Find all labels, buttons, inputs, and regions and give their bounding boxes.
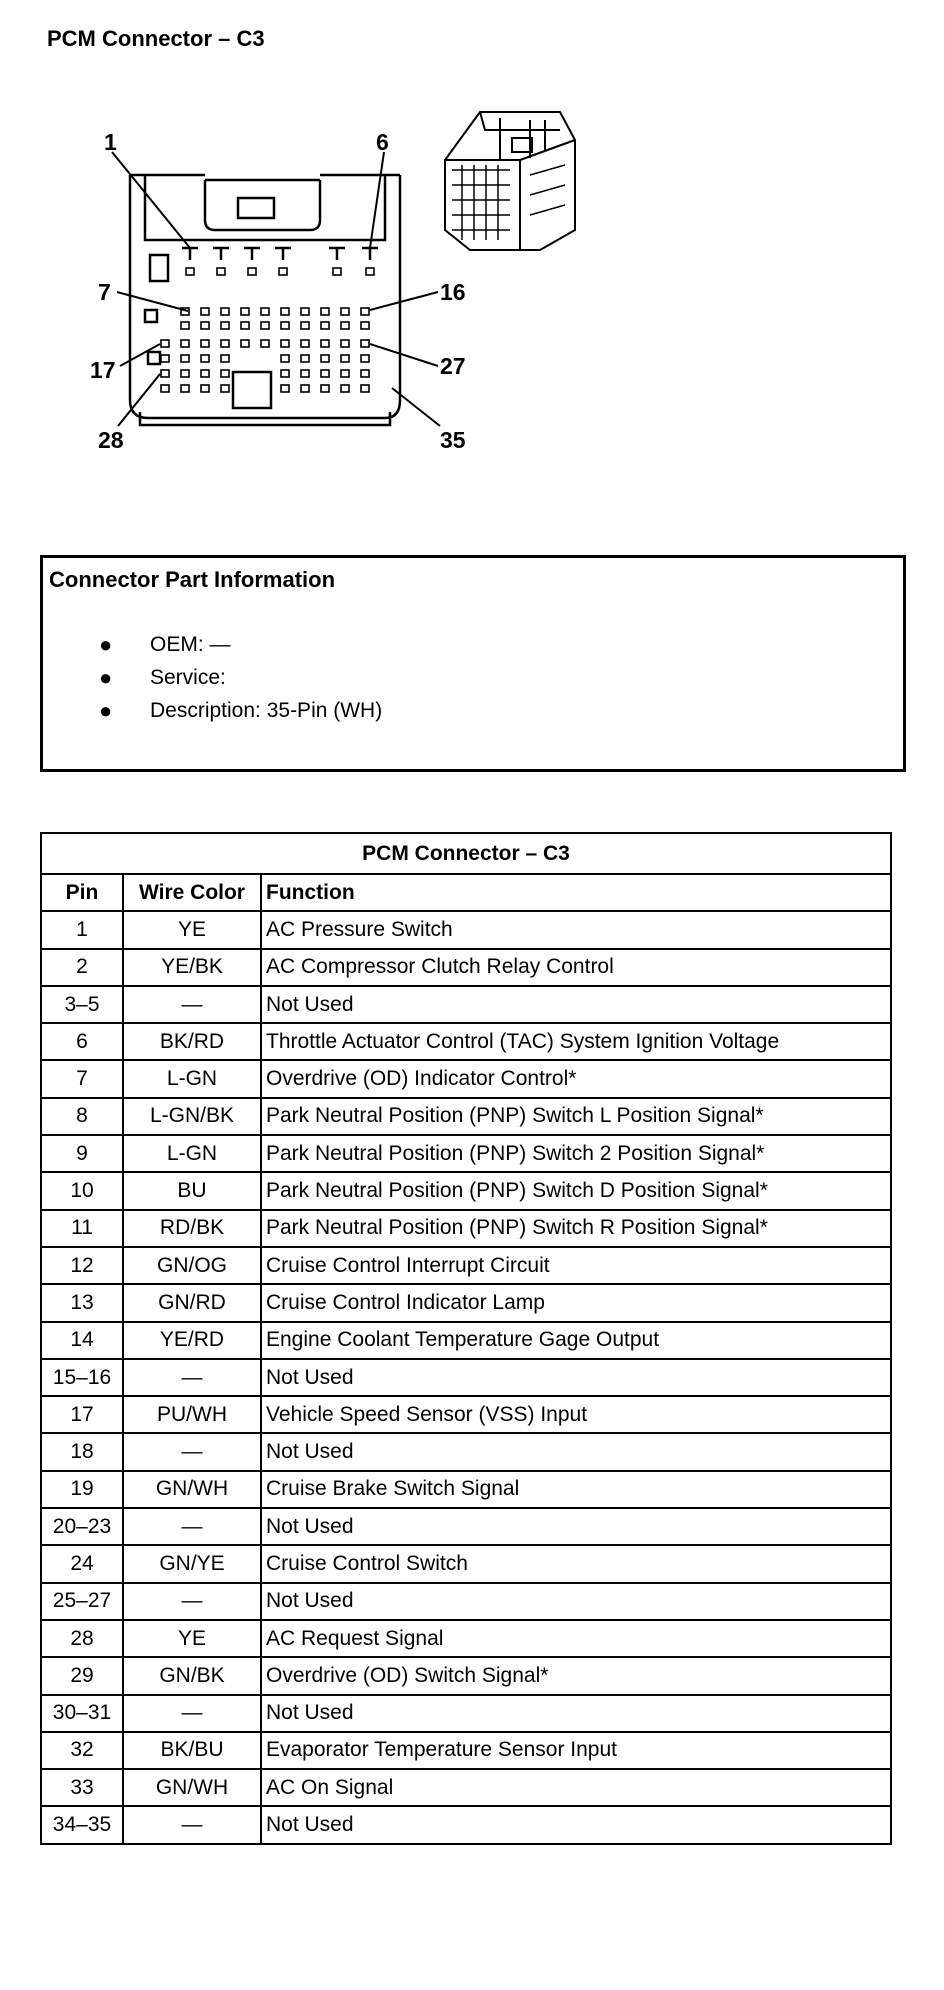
wire-color-cell: YE [123,1620,261,1657]
pin-cell: 20–23 [41,1508,123,1545]
wire-color-cell: YE/RD [123,1322,261,1359]
part-info-oem: OEM: — [150,633,231,656]
wire-color-cell: — [123,1508,261,1545]
table-row [41,1060,891,1097]
pin-cell: 2 [41,949,123,986]
pin-cavity [333,268,341,275]
pin-cavity [341,308,349,315]
pin-cavity [181,385,189,392]
table-row [41,986,891,1023]
wire-color-cell: GN/YE [123,1545,261,1582]
part-info-list [43,628,382,727]
header-function: Function [261,874,891,911]
table-row [41,911,891,948]
pin-cavity [261,322,269,329]
pin-cavity [221,308,229,315]
pin-cell: 10 [41,1172,123,1209]
function-cell: Park Neutral Position (PNP) Switch R Position Signal* [261,1210,891,1247]
pin-cell: 17 [41,1396,123,1433]
pin-cavity [361,355,369,362]
pin-cavity [161,385,169,392]
pin-cavity [217,268,225,275]
pin-cavity [248,268,256,275]
pin-cavity [361,385,369,392]
callout-35: 35 [440,427,466,453]
pin-cavities [161,248,378,392]
function-cell: Vehicle Speed Sensor (VSS) Input [261,1396,891,1433]
pin-cell: 29 [41,1657,123,1694]
table-row [41,1769,891,1806]
pin-cavity [201,355,209,362]
callout-27: 27 [440,353,466,379]
pin-table [40,832,892,1845]
pin-cavity [201,385,209,392]
pin-terminal [329,248,345,260]
wire-color-cell: GN/WH [123,1471,261,1508]
table-row [41,1471,891,1508]
function-cell: Not Used [261,1433,891,1470]
callout-1: 1 [104,129,117,155]
function-cell: Not Used [261,1806,891,1843]
pin-cell: 19 [41,1471,123,1508]
wire-color-cell: — [123,1695,261,1732]
part-info-service: Service: [150,666,226,689]
pin-cavity [281,370,289,377]
table-row [41,1247,891,1284]
pin-cell: 3–5 [41,986,123,1023]
pin-cavity [181,322,189,329]
pin-cavity [301,340,309,347]
table-row [41,1284,891,1321]
wire-color-cell: — [123,1433,261,1470]
page-title: PCM Connector – C3 [47,26,265,51]
wire-color-cell: L-GN/BK [123,1098,261,1135]
wire-color-cell: RD/BK [123,1210,261,1247]
pin-cell: 13 [41,1284,123,1321]
pin-cavity [221,370,229,377]
wire-color-cell: — [123,1806,261,1843]
pin-terminal [182,248,198,260]
callout-7: 7 [98,279,111,305]
pin-cavity [201,308,209,315]
pin-cavity [301,385,309,392]
bullet-icon: ● [99,698,113,723]
pin-cell: 33 [41,1769,123,1806]
table-row [41,1359,891,1396]
table-row [41,1545,891,1582]
wire-color-cell: YE/BK [123,949,261,986]
pin-cavity [281,340,289,347]
function-cell: Park Neutral Position (PNP) Switch L Position Signal* [261,1098,891,1135]
table-row [41,1695,891,1732]
pin-cavity [321,370,329,377]
pin-cavity [161,355,169,362]
pin-cell: 32 [41,1732,123,1769]
list-item [43,694,382,727]
wire-color-cell: BK/BU [123,1732,261,1769]
pin-cell: 18 [41,1433,123,1470]
pin-cavity [301,370,309,377]
function-cell: Cruise Control Interrupt Circuit [261,1247,891,1284]
connector-photo [445,112,575,250]
pin-terminal [275,248,291,260]
pin-cavity [221,322,229,329]
wire-color-cell: GN/RD [123,1284,261,1321]
pin-cavity [186,268,194,275]
pin-cell: 11 [41,1210,123,1247]
pin-cell: 24 [41,1545,123,1582]
pin-cavity [221,340,229,347]
pin-cavity [201,322,209,329]
pin-terminal [244,248,260,260]
function-cell: Park Neutral Position (PNP) Switch 2 Position Signal* [261,1135,891,1172]
pin-cavity [321,308,329,315]
pin-cavity [241,340,249,347]
pin-cavity [181,340,189,347]
wire-color-cell: GN/WH [123,1769,261,1806]
pin-cavity [341,370,349,377]
wire-color-cell: BU [123,1172,261,1209]
connector-diagram [0,0,944,520]
pin-cavity [361,308,369,315]
function-cell: Not Used [261,1695,891,1732]
bullet-icon: ● [99,632,113,657]
pin-cavity [301,355,309,362]
pin-cell: 8 [41,1098,123,1135]
wire-color-cell: L-GN [123,1135,261,1172]
pin-cell: 9 [41,1135,123,1172]
header-pin: Pin [41,874,123,911]
wire-color-cell: BK/RD [123,1023,261,1060]
table-row [41,1433,891,1470]
wire-color-cell: GN/BK [123,1657,261,1694]
pin-cavity [341,385,349,392]
pin-cavity [321,355,329,362]
pin-cavity [281,355,289,362]
pin-cavity [221,385,229,392]
pin-cavity [366,268,374,275]
pin-cavity [181,355,189,362]
bullet-icon: ● [99,665,113,690]
pin-cavity [321,385,329,392]
table-row [41,1657,891,1694]
table-row [41,1135,891,1172]
function-cell: Evaporator Temperature Sensor Input [261,1732,891,1769]
function-cell: AC On Signal [261,1769,891,1806]
table-row [41,1098,891,1135]
pin-cavity [321,340,329,347]
table-row [41,1210,891,1247]
table-body [41,911,891,1843]
pin-cavity [261,340,269,347]
pin-cell: 34–35 [41,1806,123,1843]
wire-color-cell: PU/WH [123,1396,261,1433]
list-item [43,661,382,694]
function-cell: Overdrive (OD) Indicator Control* [261,1060,891,1097]
function-cell: AC Request Signal [261,1620,891,1657]
pin-cavity [181,370,189,377]
header-wire-color: Wire Color [123,874,261,911]
function-cell: Cruise Control Switch [261,1545,891,1582]
wire-color-cell: — [123,1359,261,1396]
table-row [41,1806,891,1843]
table-row [41,949,891,986]
callout-17: 17 [90,357,116,383]
pin-terminal [362,248,378,260]
callout-16: 16 [440,279,466,305]
pin-cell: 15–16 [41,1359,123,1396]
table-row [41,1508,891,1545]
pin-cell: 6 [41,1023,123,1060]
callout-6: 6 [376,129,389,155]
pin-cavity [201,340,209,347]
table-row [41,1396,891,1433]
pin-cavity [281,385,289,392]
pin-cavity [279,268,287,275]
pin-cell: 28 [41,1620,123,1657]
function-cell: Park Neutral Position (PNP) Switch D Position Signal* [261,1172,891,1209]
pin-cell: 12 [41,1247,123,1284]
table-row [41,1732,891,1769]
function-cell: Cruise Control Indicator Lamp [261,1284,891,1321]
table-row [41,1023,891,1060]
pin-cavity [341,340,349,347]
function-cell: Not Used [261,1508,891,1545]
part-info-description: Description: 35-Pin (WH) [150,699,383,722]
connector-part-info [40,555,906,772]
list-item [43,628,382,661]
function-cell: Not Used [261,986,891,1023]
wire-color-cell: GN/OG [123,1247,261,1284]
table-row [41,1620,891,1657]
function-cell: AC Compressor Clutch Relay Control [261,949,891,986]
pin-cell: 14 [41,1322,123,1359]
table-row [41,1583,891,1620]
wire-color-cell: YE [123,911,261,948]
pin-cavity [221,355,229,362]
pin-cavity [341,355,349,362]
pin-cavity [321,322,329,329]
wire-color-cell: — [123,986,261,1023]
function-cell: Throttle Actuator Control (TAC) System Ignition Voltage [261,1023,891,1060]
function-cell: Overdrive (OD) Switch Signal* [261,1657,891,1694]
table-title: PCM Connector – C3 [41,833,891,874]
function-cell: Not Used [261,1583,891,1620]
function-cell: AC Pressure Switch [261,911,891,948]
table-row [41,1172,891,1209]
pin-cavity [161,370,169,377]
pin-cavity [261,308,269,315]
pin-cell: 30–31 [41,1695,123,1732]
pin-cavity [361,322,369,329]
pin-cavity [161,340,169,347]
pin-cavity [281,322,289,329]
table-row [41,1322,891,1359]
function-cell: Cruise Brake Switch Signal [261,1471,891,1508]
pin-cell: 25–27 [41,1583,123,1620]
wire-color-cell: L-GN [123,1060,261,1097]
part-info-title: Connector Part Information [49,567,336,592]
pin-cavity [241,308,249,315]
pin-cavity [301,308,309,315]
pin-cavity [301,322,309,329]
pin-cell: 1 [41,911,123,948]
table-header-row [41,874,891,911]
pin-terminal [213,248,229,260]
pin-cell: 7 [41,1060,123,1097]
pin-cavity [361,340,369,347]
function-cell: Engine Coolant Temperature Gage Output [261,1322,891,1359]
pin-cavity [241,322,249,329]
function-cell: Not Used [261,1359,891,1396]
pin-cavity [361,370,369,377]
pin-cavity [281,308,289,315]
pin-cavity [341,322,349,329]
callout-28: 28 [98,427,124,453]
pin-cavity [201,370,209,377]
connector-face [130,175,400,425]
wire-color-cell: — [123,1583,261,1620]
